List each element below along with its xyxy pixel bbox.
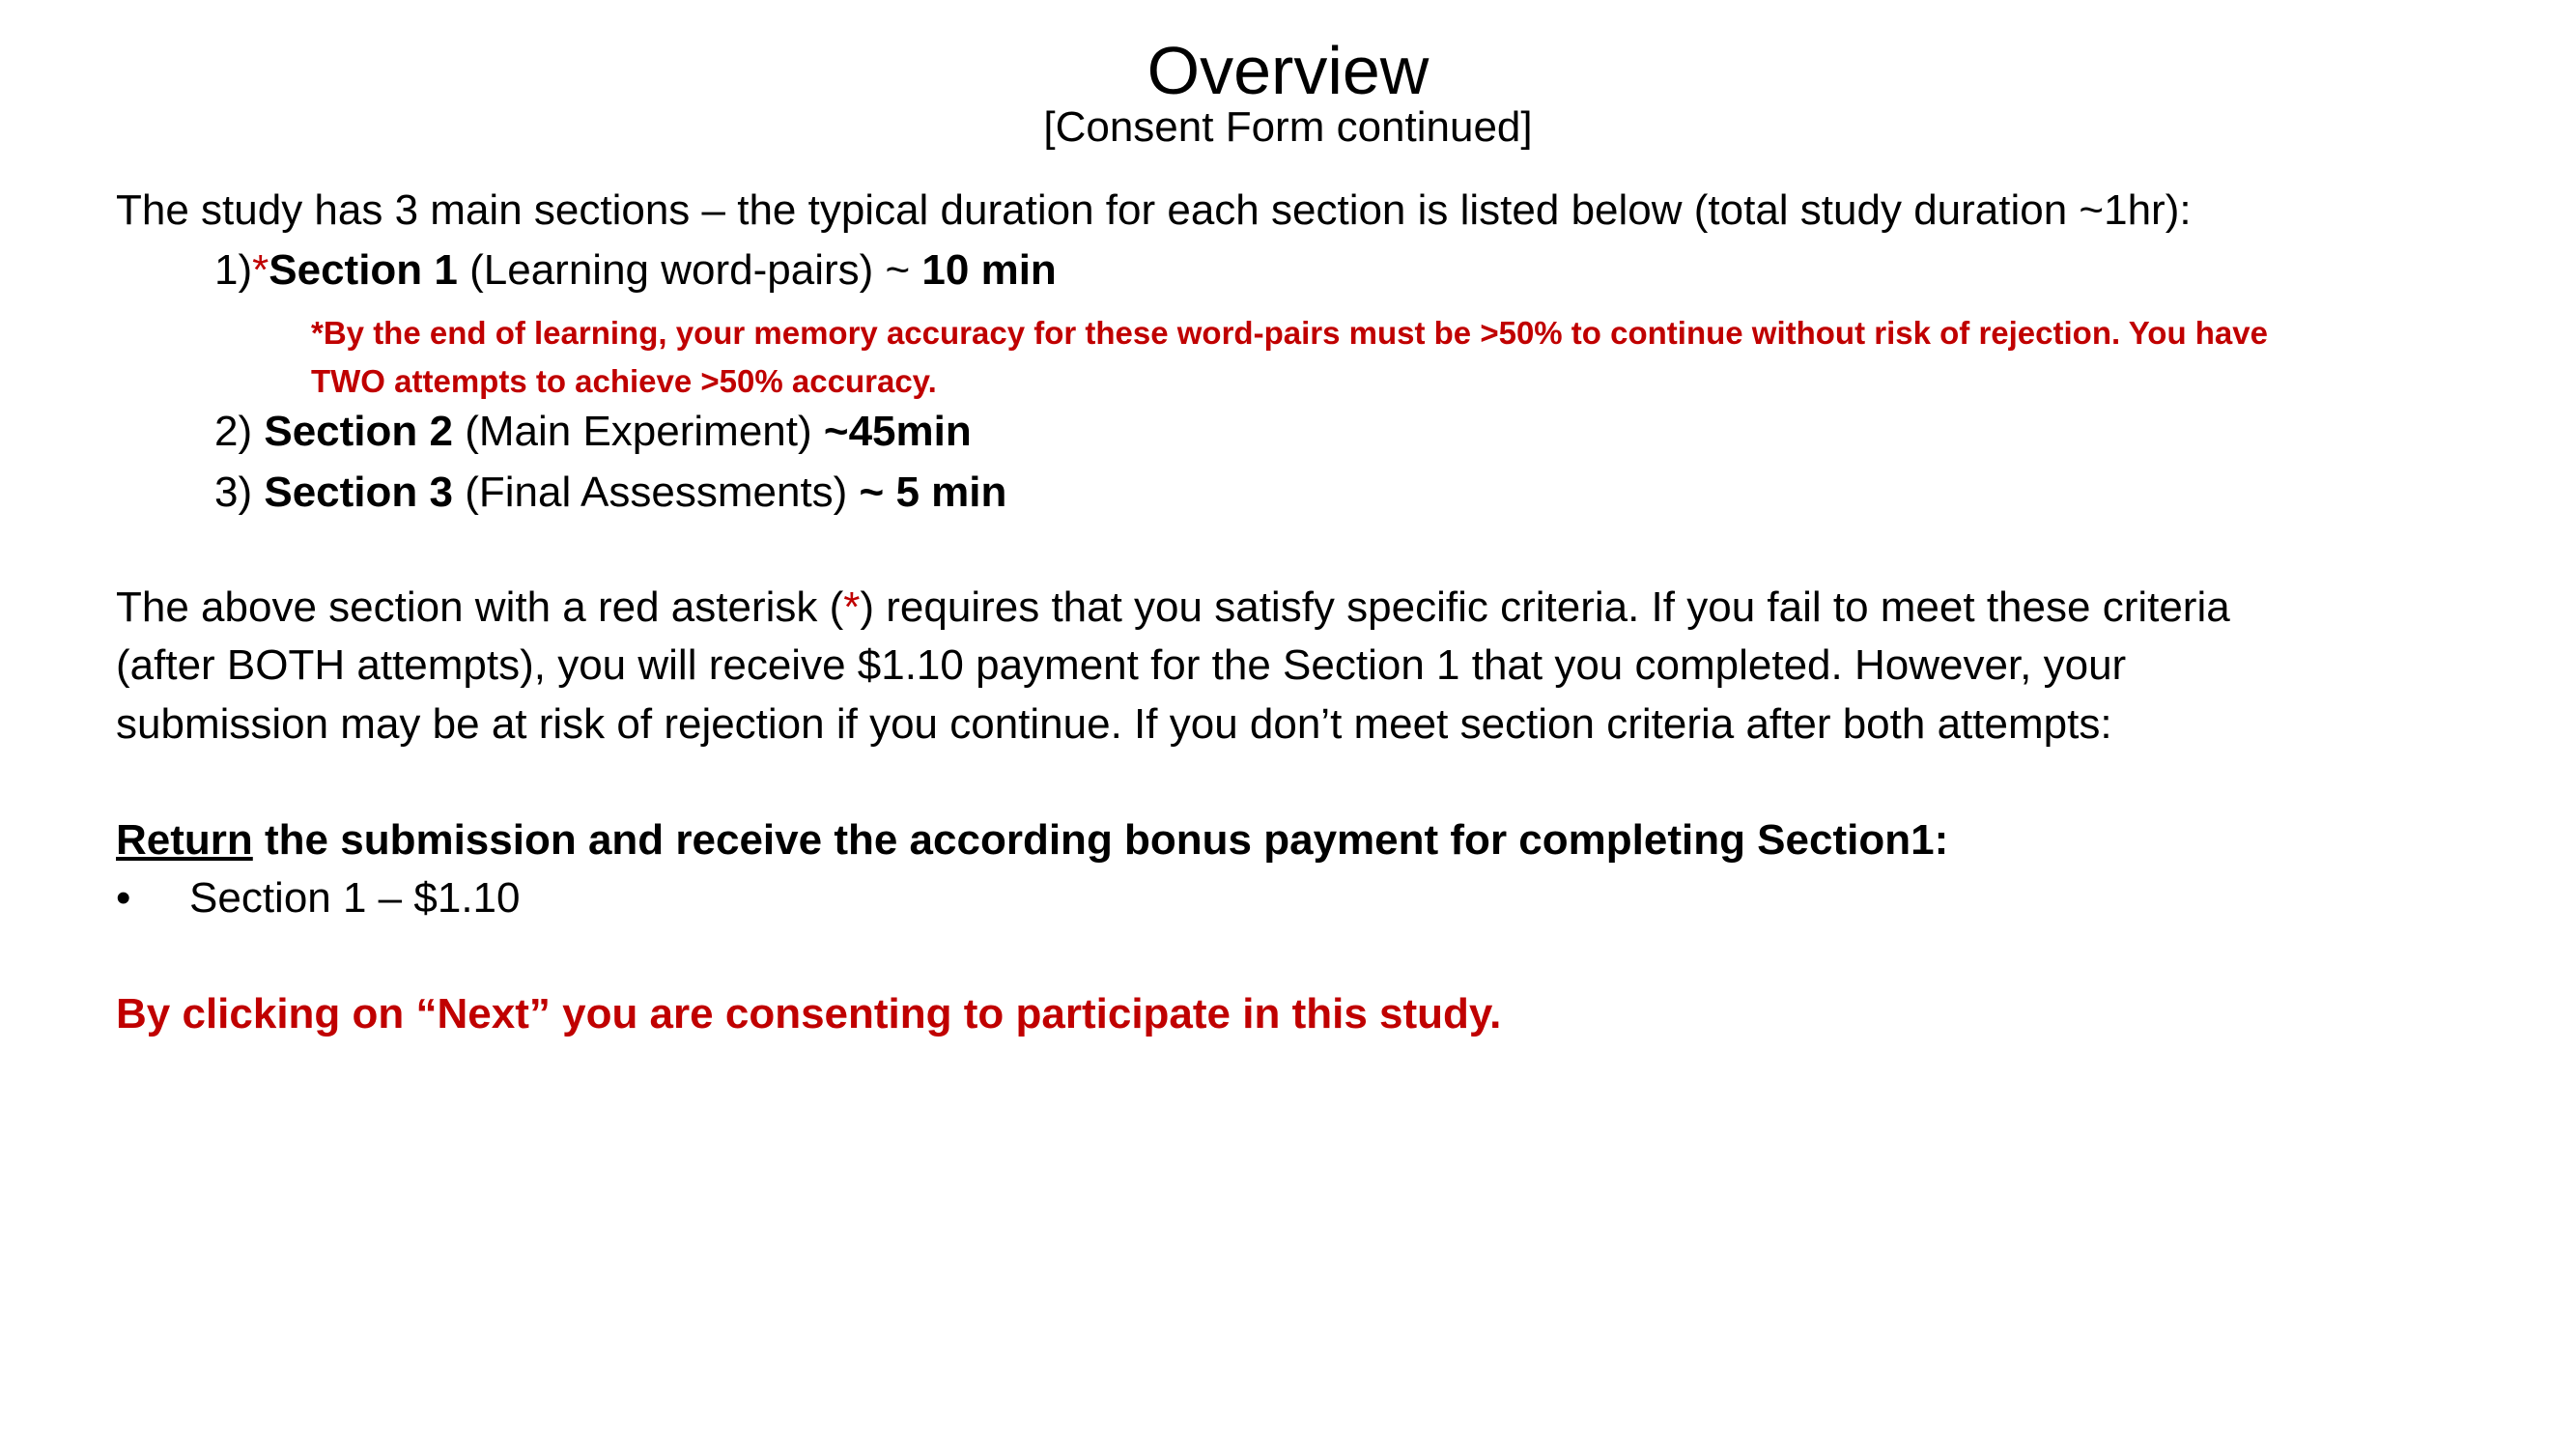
criteria-text-b: ) requires that you satisfy specific criteria. If you fail to meet these criteria	[860, 583, 2230, 631]
red-asterisk: *	[252, 246, 269, 294]
page-subtitle: [Consent Form continued]	[1043, 103, 1533, 151]
criteria-line-3: submission may be at risk of rejection if you continue. If you don’t meet section criteria after both attempts:	[116, 700, 2112, 748]
section-number: 3)	[214, 469, 265, 516]
section-item-2	[214, 405, 972, 459]
bullet-text: Section 1 – $1.10	[189, 874, 521, 922]
bullet-item	[116, 871, 521, 925]
bullet-symbol: •	[116, 874, 131, 922]
section-item-1	[214, 243, 1057, 298]
criteria-line-2: (after BOTH attempts), you will receive $1.10 payment for the Section 1 that you completed. However, your	[116, 641, 2127, 689]
intro-text: The study has 3 main sections – the typical duration for each section is listed below (total study duration ~1hr):	[116, 186, 2192, 234]
section-item-3	[214, 466, 1006, 520]
consent-statement: By clicking on “Next” you are consenting to participate in this study.	[116, 990, 1502, 1037]
section-number: 1)	[214, 246, 253, 294]
section-name: Section 3	[264, 469, 453, 516]
section-description: (Learning word-pairs) ~	[457, 246, 922, 294]
section-description: (Final Assessments)	[452, 469, 860, 516]
section-duration: ~ 5 min	[859, 469, 1007, 516]
section-name: Section 1	[269, 246, 458, 294]
section-description: (Main Experiment)	[452, 408, 824, 455]
section-duration: 10 min	[921, 246, 1057, 294]
return-instruction	[116, 813, 1948, 867]
section-number: 2)	[214, 408, 265, 455]
note-line-2: TWO attempts to achieve >50% accuracy.	[311, 363, 937, 399]
return-text: the submission and receive the according bonus payment for completing Section1:	[252, 816, 1949, 864]
section-duration: ~45min	[823, 408, 972, 455]
red-asterisk: *	[843, 583, 861, 631]
section-name: Section 2	[264, 408, 453, 455]
note-line-1: *By the end of learning, your memory accuracy for these word-pairs must be >50% to continue without risk of rejection. You have	[311, 315, 2268, 351]
section-1-note	[311, 309, 2268, 406]
page-title: Overview	[1146, 33, 1430, 108]
criteria-line-1	[116, 581, 2230, 635]
criteria-text-a: The above section with a red asterisk (	[116, 583, 844, 631]
return-keyword: Return	[116, 816, 253, 864]
